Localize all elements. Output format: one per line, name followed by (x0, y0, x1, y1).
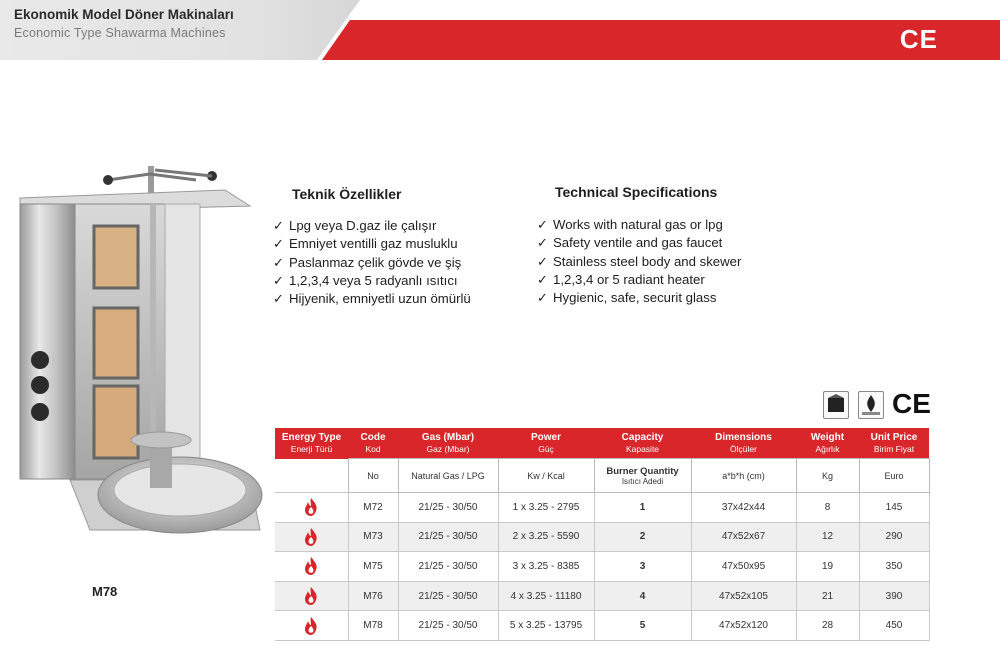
col-code: Code Kod (348, 428, 398, 459)
spec-tr-item: ✓ Paslanmaz çelik gövde ve şiş (273, 254, 471, 272)
specs-tr-heading: Teknik Özellikler (292, 186, 402, 202)
header-ce-mark: CE (899, 24, 938, 54)
check-icon: ✓ (537, 290, 549, 306)
burner-count-cell: 3 (594, 552, 691, 582)
subheader-price: Euro (859, 459, 929, 493)
spec-tr-item: ✓ Emniyet ventilli gaz musluklu (273, 235, 471, 253)
spec-tr-item: ✓ Lpg veya D.gaz ile çalışır (273, 217, 471, 235)
energy-type-cell (275, 493, 348, 523)
check-icon: ✓ (273, 254, 285, 270)
table-row (275, 581, 929, 611)
check-icon: ✓ (273, 272, 285, 288)
energy-type-cell (275, 552, 348, 582)
table-subheader-row (275, 459, 929, 493)
gas-flame-icon (302, 616, 320, 636)
table-row (275, 522, 929, 552)
gas-cell: 21/25 - 30/50 (398, 522, 498, 552)
power-cell: 3 x 3.25 - 8385 (498, 552, 594, 582)
energy-type-cell (275, 581, 348, 611)
subheader-empty (275, 459, 348, 493)
price-cell: 390 (859, 581, 929, 611)
dimensions-cell: 47x50x95 (691, 552, 796, 582)
header-red-band (322, 20, 1000, 60)
table-row (275, 552, 929, 582)
code-cell: M78 (348, 611, 398, 641)
certification-box-icon (823, 391, 849, 419)
dimensions-cell: 47x52x105 (691, 581, 796, 611)
spec-tr-item: ✓ Hijyenik, emniyetli uzun ömürlü (273, 290, 471, 308)
weight-cell: 28 (796, 611, 859, 641)
table-row (275, 493, 929, 523)
subheader-weight: Kg (796, 459, 859, 493)
col-energy-type: Energy Type Enerji Türü (275, 428, 348, 459)
check-icon: ✓ (273, 218, 285, 233)
code-cell: M75 (348, 552, 398, 582)
power-cell: 5 x 3.25 - 13795 (498, 611, 594, 641)
specs-en-list (537, 216, 741, 307)
power-cell: 1 x 3.25 - 2795 (498, 493, 594, 523)
table-header-row (275, 428, 929, 459)
spec-en-item: ✓ Works with natural gas or lpg (537, 216, 741, 234)
check-icon: ✓ (537, 217, 549, 232)
code-cell: M72 (348, 493, 398, 523)
dimensions-cell: 37x42x44 (691, 493, 796, 523)
check-icon: ✓ (273, 291, 285, 307)
weight-cell: 12 (796, 522, 859, 552)
gas-flame-icon (302, 586, 320, 606)
gas-flame-icon (302, 556, 320, 576)
gas-cell: 21/25 - 30/50 (398, 493, 498, 523)
certification-ce-mark: CE (892, 388, 931, 419)
burner-count-cell: 2 (594, 522, 691, 552)
weight-cell: 21 (796, 581, 859, 611)
weight-cell: 8 (796, 493, 859, 523)
col-capacity: Capacity Kapasite (594, 428, 691, 459)
gas-flame-icon (302, 497, 320, 517)
code-cell: M73 (348, 522, 398, 552)
weight-cell: 19 (796, 552, 859, 582)
col-gas: Gas (Mbar) Gaz (Mbar) (398, 428, 498, 459)
col-unit-price: Unit Price Birim Fiyat (859, 428, 929, 459)
gas-cell: 21/25 - 30/50 (398, 552, 498, 582)
col-weight: Weight Ağırlık (796, 428, 859, 459)
dimensions-cell: 47x52x67 (691, 522, 796, 552)
page-title: Ekonomik Model Döner Makinaları (14, 7, 234, 22)
col-power: Power Güç (498, 428, 594, 459)
spec-en-item: ✓ 1,2,3,4 or 5 radiant heater (537, 271, 741, 289)
gas-flame-icon (302, 527, 320, 547)
specs-en-heading: Technical Specifications (555, 184, 718, 200)
specs-tr-list (273, 217, 471, 308)
page-subtitle: Economic Type Shawarma Machines (14, 26, 226, 40)
subheader-burner: Burner Quantity Isıtıcı Adedi (594, 459, 691, 493)
table-row (275, 611, 929, 641)
price-cell: 290 (859, 522, 929, 552)
spec-tr-item: ✓ 1,2,3,4 veya 5 radyanlı ısıtıcı (273, 272, 471, 290)
check-icon: ✓ (273, 236, 285, 252)
subheader-gas: Natural Gas / LPG (398, 459, 498, 493)
price-cell: 350 (859, 552, 929, 582)
check-icon: ✓ (537, 271, 549, 287)
spec-en-item: ✓ Safety ventile and gas faucet (537, 234, 741, 252)
spec-en-item: ✓ Hygienic, safe, securit glass (537, 289, 741, 307)
gas-cell: 21/25 - 30/50 (398, 581, 498, 611)
burner-count-cell: 4 (594, 581, 691, 611)
check-icon: ✓ (537, 235, 549, 251)
power-cell: 4 x 3.25 - 11180 (498, 581, 594, 611)
product-spec-table (275, 428, 930, 641)
shawarma-machine-image (10, 160, 265, 560)
dimensions-cell: 47x52x120 (691, 611, 796, 641)
price-cell: 145 (859, 493, 929, 523)
burner-count-cell: 5 (594, 611, 691, 641)
energy-type-cell (275, 522, 348, 552)
subheader-no: No (348, 459, 398, 493)
spec-en-item: ✓ Stainless steel body and skewer (537, 253, 741, 271)
price-cell: 450 (859, 611, 929, 641)
energy-type-cell (275, 611, 348, 641)
power-cell: 2 x 3.25 - 5590 (498, 522, 594, 552)
code-cell: M76 (348, 581, 398, 611)
subheader-power: Kw / Kcal (498, 459, 594, 493)
burner-count-cell: 1 (594, 493, 691, 523)
gas-cell: 21/25 - 30/50 (398, 611, 498, 641)
model-label: M78 (92, 584, 118, 599)
certification-flame-icon (858, 391, 884, 419)
subheader-dimensions: a*b*h (cm) (691, 459, 796, 493)
check-icon: ✓ (537, 253, 549, 269)
col-dimensions: Dimensions Ölçüler (691, 428, 796, 459)
